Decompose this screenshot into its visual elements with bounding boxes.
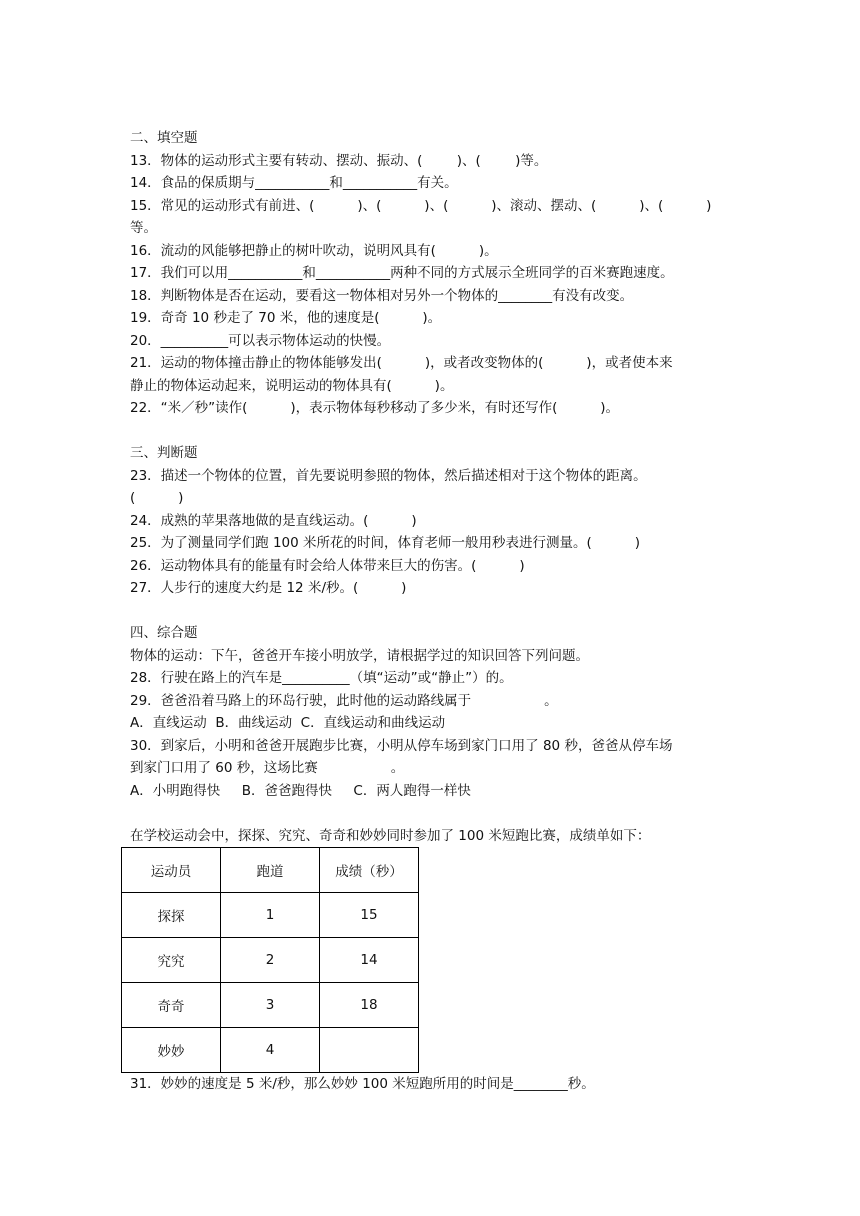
question-31: 31．妙妙的速度是 5 米/秒，那么妙妙 100 米短跑所用的时间是________秒。 bbox=[130, 1076, 595, 1092]
question-30: 30．到家后，小明和爸爸开展跑步比赛，小明从停车场到家门口用了 80 秒，爸爸从停车场 bbox=[130, 737, 673, 754]
question-25: 25．为了测量同学们跑 100 米所花的时间，体育老师一般用秒表进行测量。( ) bbox=[130, 535, 640, 551]
document-page bbox=[130, 127, 740, 1096]
table-cell-lane: 1 bbox=[221, 893, 320, 938]
question-16: 16．流动的风能够把静止的树叶吹动，说明风具有( )。 bbox=[130, 242, 498, 259]
table-cell-name: 奇奇 bbox=[122, 983, 221, 1028]
table-cell-time bbox=[320, 1028, 419, 1073]
question-17: 17．我们可以用___________和___________两种不同的方式展示全班同学的百米赛跑速度。 bbox=[130, 265, 674, 281]
question-14: 14．食品的保质期与___________和___________有关。 bbox=[130, 175, 458, 191]
results-table bbox=[121, 847, 419, 1073]
table-header-cell: 成绩（秒） bbox=[320, 848, 419, 893]
scenario-intro: 物体的运动：下午，爸爸开车接小明放学，请根据学过的知识回答下列问题。 bbox=[130, 647, 589, 664]
section-heading-comprehensive: 四、综合题 bbox=[130, 625, 198, 641]
question-23-cont: ( ) bbox=[130, 490, 184, 506]
section-heading-true-false: 三、判断题 bbox=[130, 445, 198, 461]
question-29-options: A．直线运动 B．曲线运动 C．直线运动和曲线运动 bbox=[130, 715, 446, 731]
question-19: 19．奇奇 10 秒走了 70 米，他的速度是( )。 bbox=[130, 310, 442, 326]
question-26: 26．运动物体具有的能量有时会给人体带来巨大的伤害。( ) bbox=[130, 557, 525, 574]
section-spacer bbox=[130, 420, 740, 443]
table-header-row bbox=[122, 848, 419, 893]
table-cell-lane: 3 bbox=[221, 983, 320, 1028]
table-cell-lane: 4 bbox=[221, 1028, 320, 1073]
question-15: 15．常见的运动形式有前进、( )、( )、( )、滚动、摆动、( )、( ) bbox=[130, 197, 712, 214]
table-cell-time: 14 bbox=[320, 938, 419, 983]
table-row bbox=[122, 893, 419, 938]
table-row bbox=[122, 938, 419, 983]
table-row bbox=[122, 1028, 419, 1073]
question-23: 23．描述一个物体的位置，首先要说明参照的物体，然后描述相对于这个物体的距离。 bbox=[130, 467, 647, 484]
question-21-cont: 静止的物体运动起来，说明运动的物体具有( )。 bbox=[130, 377, 454, 394]
question-27: 27．人步行的速度大约是 12 米/秒。( ) bbox=[130, 580, 407, 596]
section-spacer bbox=[130, 802, 740, 825]
question-22: 22．“米／秒”读作( )，表示物体每秒移动了多少米，有时还写作( )。 bbox=[130, 400, 620, 416]
table-cell-time: 15 bbox=[320, 893, 419, 938]
table-cell-name: 探探 bbox=[122, 893, 221, 938]
question-24: 24．成熟的苹果落地做的是直线运动。( ) bbox=[130, 512, 417, 529]
table-cell-time: 18 bbox=[320, 983, 419, 1028]
question-28: 28．行驶在路上的汽车是__________（填“运动”或“静止”）的。 bbox=[130, 670, 513, 686]
table-header-cell: 运动员 bbox=[122, 848, 221, 893]
table-cell-name: 究究 bbox=[122, 938, 221, 983]
section-heading-fill-in: 二、填空题 bbox=[130, 130, 198, 146]
table-cell-name: 妙妙 bbox=[122, 1028, 221, 1073]
question-13: 13．物体的运动形式主要有转动、摆动、振动、( )、( )等。 bbox=[130, 152, 548, 169]
table-cell-lane: 2 bbox=[221, 938, 320, 983]
question-21: 21．运动的物体撞击静止的物体能够发出( )，或者改变物体的( )，或者使本来 bbox=[130, 355, 673, 371]
question-29: 29．爸爸沿着马路上的环岛行驶，此时他的运动路线属于 。 bbox=[130, 692, 558, 709]
question-15-cont: 等。 bbox=[130, 220, 157, 236]
question-30-cont: 到家门口用了 60 秒，这场比赛 。 bbox=[130, 760, 405, 776]
table-intro: 在学校运动会中，探探、究究、奇奇和妙妙同时参加了 100 米短跑比赛，成绩单如下： bbox=[130, 827, 651, 844]
question-30-options: A．小明跑得快 B．爸爸跑得快 C．两人跑得一样快 bbox=[130, 782, 471, 799]
section-spacer bbox=[130, 600, 740, 623]
question-20: 20．__________可以表示物体运动的快慢。 bbox=[130, 332, 391, 349]
table-row bbox=[122, 983, 419, 1028]
table-header-cell: 跑道 bbox=[221, 848, 320, 893]
question-18: 18．判断物体是否在运动，要看这一物体相对另外一个物体的________有没有改变。 bbox=[130, 287, 634, 304]
